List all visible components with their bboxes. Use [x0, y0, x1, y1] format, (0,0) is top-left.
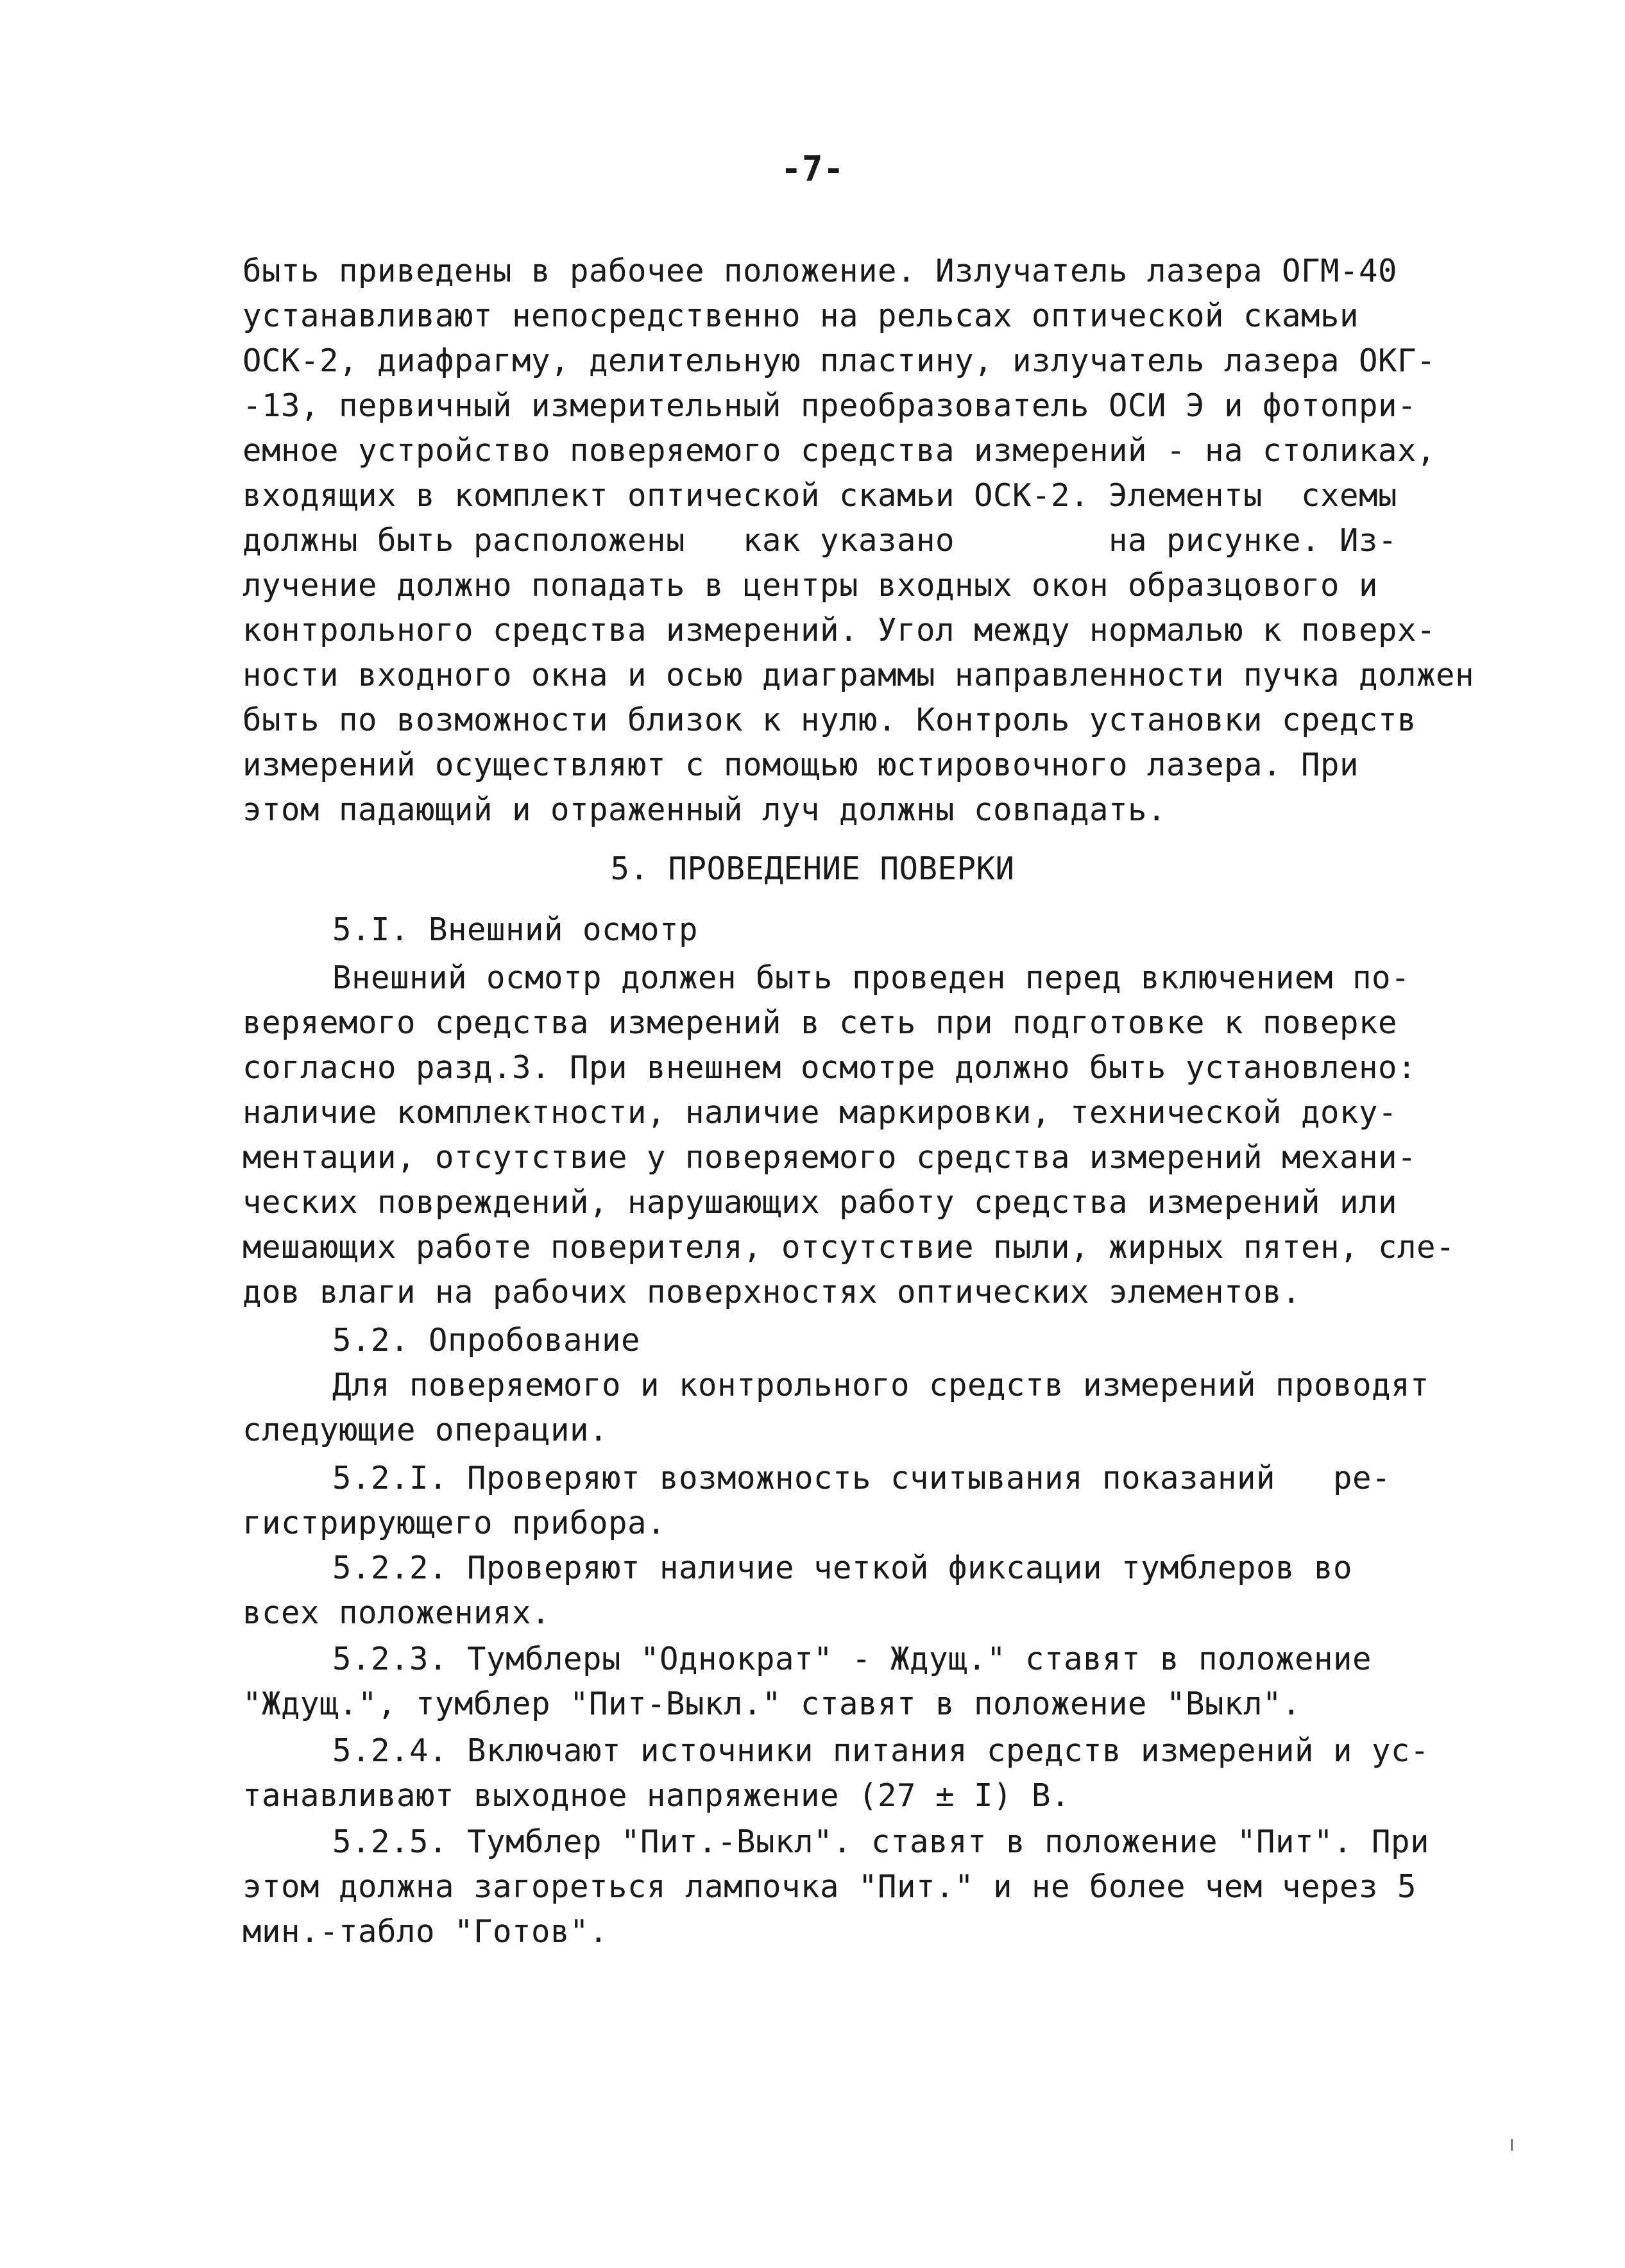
text-line: этом падающий и отраженный луч должны совпадать.: [242, 791, 1167, 828]
text-line: емное устройство поверяемого средства измерений - на столиках,: [242, 432, 1436, 469]
item-line: гистрирующего прибора.: [242, 1505, 667, 1541]
text-line: наличие комплектности, наличие маркировки, технической доку-: [242, 1094, 1398, 1131]
text-line: ОСК-2, диафрагму, делительную пластину, излучатель лазера ОКГ-: [242, 343, 1436, 379]
text-line: быть приведены в рабочее положение. Излучатель лазера ОГМ-40: [242, 253, 1398, 289]
item-line: 5.2.I. Проверяют возможность считывания показаний ре-: [332, 1460, 1391, 1496]
text-line: мешающих работе поверителя, отсутствие пыли, жирных пятен, сле-: [242, 1229, 1456, 1265]
text-line: дов влаги на рабочих поверхностях оптических элементов.: [242, 1274, 1302, 1310]
text-line: -13, первичный измерительный преобразователь ОСИ Э и фотопри-: [242, 387, 1417, 424]
subsection-title: 5.2. Опробование: [332, 1322, 641, 1358]
text-line: входящих в комплект оптической скамьи ОСК-2. Элементы схемы: [242, 477, 1398, 514]
text-line: следующие операции.: [242, 1412, 609, 1448]
item-line: этом должна загореться лампочка "Пит." и не более чем через 5: [242, 1868, 1417, 1905]
text-line: Для поверяемого и контрольного средств измерений проводят: [332, 1367, 1430, 1403]
text-line: Внешний осмотр должен быть проведен перед включением по-: [332, 960, 1411, 996]
text-line: должны быть расположены как указано на рисунке. Из-: [242, 522, 1398, 559]
text-line: ческих повреждений, нарушающих работу средства измерений или: [242, 1184, 1398, 1221]
page-number: -7-: [780, 149, 845, 189]
text-line: быть по возможности близок к нулю. Контроль установки средств: [242, 702, 1417, 738]
subsection-title: 5.I. Внешний осмотр: [332, 911, 699, 948]
item-line: мин.-табло "Готов".: [242, 1913, 609, 1950]
text-line: ментации, отсутствие у поверяемого средства измерений механи-: [242, 1139, 1417, 1176]
item-line: 5.2.5. Тумблер "Пит.-Выкл". ставят в положение "Пит". При: [332, 1824, 1430, 1860]
text-line: лучение должно попадать в центры входных окон образцового и: [242, 567, 1379, 604]
text-line: веряемого средства измерений в сеть при подготовке к поверке: [242, 1004, 1398, 1041]
text-line: устанавливают непосредственно на рельсах оптической скамьи: [242, 298, 1359, 334]
text-line: ности входного окна и осью диаграммы направленности пучка должен: [242, 657, 1475, 693]
item-line: 5.2.4. Включают источники питания средств измерений и ус-: [332, 1732, 1430, 1769]
scan-mark: [1511, 2139, 1513, 2151]
text-line: измерений осуществляют с помощью юстировочного лазера. При: [242, 747, 1359, 783]
text-line: согласно разд.3. При внешнем осмотре должно быть установлено:: [242, 1049, 1417, 1086]
item-line: 5.2.3. Тумблеры "Однократ" - Ждущ." ставят в положение: [332, 1641, 1372, 1677]
item-line: всех положениях.: [242, 1595, 551, 1631]
section-heading: 5. ПРОВЕДЕНИЕ ПОВЕРКИ: [610, 851, 1015, 887]
item-line: танавливают выходное напряжение (27 ± I) В.: [242, 1777, 1071, 1814]
item-line: "Ждущ.", тумблер "Пит-Выкл." ставят в положение "Выкл".: [242, 1686, 1302, 1722]
item-line: 5.2.2. Проверяют наличие четкой фиксации тумблеров во: [332, 1550, 1353, 1586]
text-line: контрольного средства измерений. Угол между нормалью к поверх-: [242, 612, 1436, 648]
